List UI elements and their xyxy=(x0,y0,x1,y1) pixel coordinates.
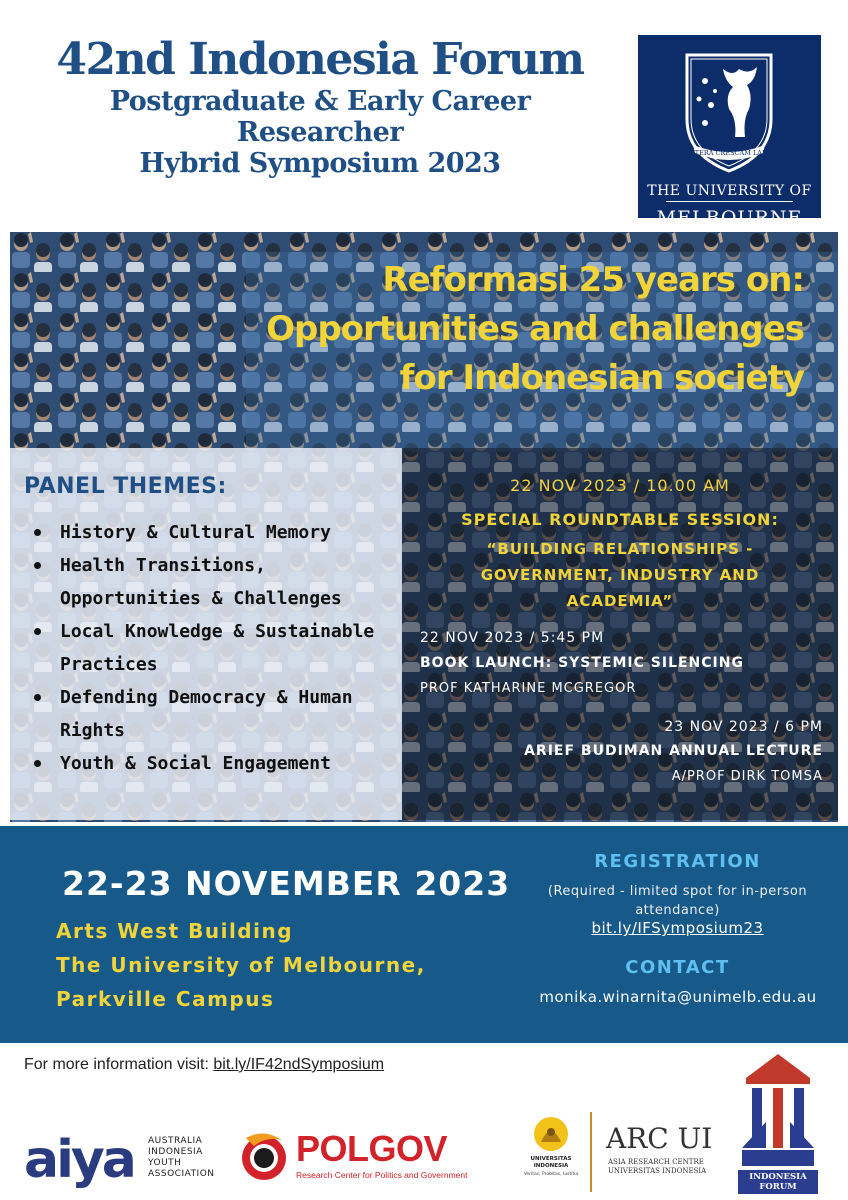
if-line2: FORUM xyxy=(759,1182,797,1192)
more-info-label: For more information visit: xyxy=(24,1056,214,1073)
registration-note-line2: attendance) xyxy=(635,903,720,918)
panel-theme-text: Defending Democracy & Human xyxy=(60,687,353,708)
more-info xyxy=(24,1056,384,1074)
subtitle-line3: Hybrid Symposium 2023 xyxy=(139,148,501,179)
arc-ui-logo xyxy=(590,1112,720,1196)
ui-name-line1: UNIVERSITAS xyxy=(530,1156,572,1162)
hero-section xyxy=(10,232,838,822)
arc-line2: UNIVERSITAS INDONESIA xyxy=(608,1167,707,1175)
hero-line1: Reformasi 25 years on: xyxy=(382,260,804,300)
registration-link[interactable]: bit.ly/IFSymposium23 xyxy=(591,919,764,937)
panel-theme-text: Local Knowledge & Sustainable xyxy=(60,621,375,642)
polgov-wordmark: POLGOV xyxy=(296,1128,448,1169)
panel-theme-continuation: Practices xyxy=(60,654,158,675)
aiya-line3: YOUTH xyxy=(148,1158,182,1168)
panel-theme-continuation: Rights xyxy=(60,720,126,741)
panel-theme-item xyxy=(24,747,394,780)
launch-person: PROF KATHARINE MCGREGOR xyxy=(420,681,637,696)
lecture-person: A/PROF DIRK TOMSA xyxy=(671,769,823,784)
arc-line1: ASIA RESEARCH CENTRE xyxy=(608,1158,704,1166)
lecture-title: ARIEF BUDIMAN ANNUAL LECTURE xyxy=(524,743,823,759)
aiya-wordmark: aiya xyxy=(24,1130,134,1190)
panel-theme-text: History & Cultural Memory xyxy=(60,522,331,543)
launch-title: BOOK LAUNCH: SYSTEMIC SILENCING xyxy=(420,655,744,671)
ui-name xyxy=(522,1156,580,1170)
hero-title xyxy=(248,256,804,403)
polgov-subtitle: Research Center for Politics and Government xyxy=(296,1170,468,1180)
polgov-logo xyxy=(236,1128,496,1188)
roundtable-quote-line2: GOVERNMENT, INDUSTRY AND xyxy=(480,566,760,584)
panel-themes-list xyxy=(24,516,394,780)
panel-theme-item xyxy=(24,516,394,549)
panel-theme-item xyxy=(24,681,394,747)
aiya-name xyxy=(148,1136,215,1180)
unimelb-line1: THE UNIVERSITY OF xyxy=(647,183,812,199)
roundtable-quote-line1: “BUILDING RELATIONSHIPS - xyxy=(486,540,754,558)
aiya-line1: AUSTRALIA xyxy=(148,1136,203,1146)
venue xyxy=(56,914,426,1016)
contact-email[interactable]: monika.winarnita@unimelb.edu.au xyxy=(539,988,817,1006)
unimelb-logo xyxy=(638,35,821,229)
venue-line2: The University of Melbourne, xyxy=(56,953,426,977)
polgov-emblem-icon xyxy=(236,1128,292,1184)
hero-line3: for Indonesian society xyxy=(399,358,804,398)
unimelb-motto: POSTERA CRESCAM LAUDE xyxy=(680,149,778,157)
indonesia-forum-logo xyxy=(738,1050,818,1190)
panel-theme-text: Youth & Social Engagement xyxy=(60,753,331,774)
universitas-indonesia-logo xyxy=(522,1112,580,1196)
if-line1: INDONESIA xyxy=(749,1172,807,1182)
more-info-link[interactable]: bit.ly/IF42ndSymposium xyxy=(213,1056,385,1073)
panel-theme-continuation: Opportunities & Challenges xyxy=(60,588,342,609)
panel-theme-item xyxy=(24,549,394,615)
registration-note-line1: (Required - limited spot for in-person xyxy=(547,884,808,899)
roundtable-date: 22 NOV 2023 / 10.00 AM xyxy=(510,476,730,495)
aiya-line2: INDONESIA xyxy=(148,1147,203,1157)
unimelb-divider xyxy=(666,201,793,202)
lecture-date: 23 NOV 2023 / 6 PM xyxy=(664,719,823,735)
aiya-logo xyxy=(18,1130,233,1190)
subtitle-line1: Postgraduate & Early Career xyxy=(109,86,531,117)
event-dates: 22-23 NOVEMBER 2023 xyxy=(62,864,511,903)
contact-title: CONTACT xyxy=(625,957,730,978)
makara-emblem-icon xyxy=(531,1114,571,1154)
roundtable-quote-line3: ACADEMIA” xyxy=(566,592,674,610)
ui-name-line2: INDONESIA xyxy=(533,1163,569,1169)
forum-title: 42nd Indonesia Forum xyxy=(56,34,584,85)
panel-heading: PANEL THEMES: xyxy=(24,474,227,499)
ui-motto: Veritas, Probitas, Iustitia xyxy=(523,1172,579,1177)
indonesia-forum-emblem-icon xyxy=(738,1050,818,1168)
arc-title: ARC UI xyxy=(606,1122,713,1155)
panel-theme-text: Health Transitions, xyxy=(60,555,266,576)
indonesia-forum-wordmark xyxy=(738,1170,818,1194)
venue-line3: Parkville Campus xyxy=(56,987,275,1011)
hero-line2: Opportunities and challenges xyxy=(266,309,804,349)
roundtable-title: SPECIAL ROUNDTABLE SESSION: xyxy=(461,510,779,529)
arc-subtitle xyxy=(608,1158,706,1176)
registration-note xyxy=(540,882,815,920)
venue-line1: Arts West Building xyxy=(56,919,294,943)
aiya-line4: ASSOCIATION xyxy=(148,1169,215,1179)
registration-title: REGISTRATION xyxy=(594,851,761,872)
header xyxy=(20,34,620,179)
subtitle-line2: Researcher xyxy=(236,117,404,148)
launch-date: 22 NOV 2023 / 5:45 PM xyxy=(420,630,605,646)
unimelb-line2: MELBOURNE xyxy=(656,207,803,229)
unimelb-crest-icon xyxy=(679,47,779,177)
arc-divider xyxy=(590,1112,592,1192)
panel-theme-item xyxy=(24,615,394,681)
